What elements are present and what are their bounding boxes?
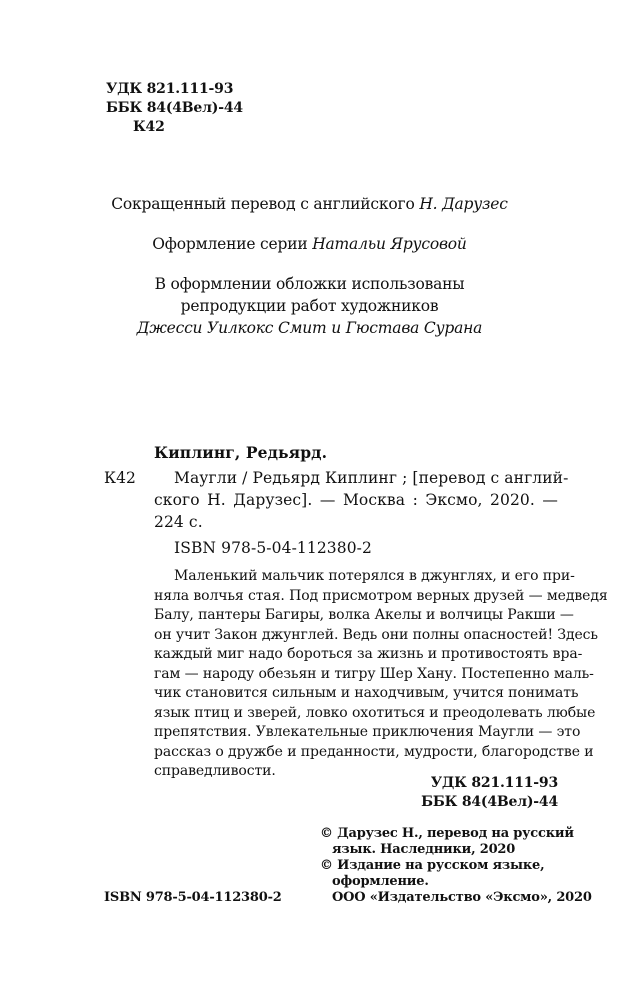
catalog-description-line: Маугли / Редьярд Киплинг ; [перевод с англий-	[174, 469, 569, 487]
annotation-line: чик становится сильным и находчивым, учится понимать	[154, 685, 579, 701]
catalog-description-line: ского Н. Дарузес]. — Москва : Эксмо, 2020. —	[154, 491, 558, 509]
catalog-isbn: ISBN 978-5-04-112380-2	[174, 539, 372, 557]
series-credit	[0, 233, 619, 255]
copyright-publisher: ООО «Издательство «Эксмо», 2020	[332, 890, 592, 905]
annotation-line: Балу, пантеры Багиры, волка Акелы и волчицы Ракши —	[154, 607, 574, 623]
udk-code-top: УДК 821.111-93	[106, 81, 234, 97]
annotation-line: гам — народу обезьян и тигру Шер Хану. Постепенно маль-	[154, 665, 594, 682]
copyright-translation-cont: язык. Наследники, 2020	[332, 842, 516, 857]
translation-credit	[0, 193, 619, 215]
translation-label: Сокращенный перевод с английского	[111, 195, 420, 213]
author-sign-top: К42	[133, 119, 165, 135]
bbk-code-bottom: ББК 84(4Вел)-44	[421, 794, 558, 810]
annotation-line: рассказ о дружбе и преданности, мудрости, благородстве и	[154, 743, 594, 760]
udk-code-bottom: УДК 821.111-93	[430, 775, 558, 791]
annotation-line: он учит Закон джунглей. Ведь они полны опасностей! Здесь	[154, 626, 598, 643]
catalog-page-count: 224 с.	[154, 513, 203, 531]
catalog-author-sign: К42	[104, 469, 137, 487]
copyright-edition-cont: оформление.	[332, 874, 429, 889]
annotation-line: язык птиц и зверей, ловко охотиться и преодолевать любые	[154, 704, 596, 721]
annotation-last-line: справедливости.	[154, 763, 276, 779]
translator-name: Н. Дарузес	[419, 195, 508, 213]
bbk-code-top: ББК 84(4Вел)-44	[106, 100, 243, 116]
copyright-edition: © Издание на русском языке,	[320, 858, 545, 873]
annotation-paragraph	[154, 567, 608, 782]
cover-credit-line-2: репродукции работ художников	[180, 297, 439, 315]
copyright-translation: © Дарузес Н., перевод на русский	[320, 826, 574, 841]
annotation-line: няла волчья стая. Под присмотром верных друзей — медведя	[154, 587, 608, 604]
cover-credit-line-1: В оформлении обложки использованы	[154, 275, 465, 293]
series-label: Оформление серии	[152, 235, 313, 253]
catalog-author-heading: Киплинг, Редьярд.	[154, 443, 328, 462]
annotation-line: Маленький мальчик потерялся в джунглях, и его при-	[174, 568, 575, 584]
cover-artists: Джесси Уилкокс Смит и Гюстава Сурана	[136, 319, 483, 337]
annotation-line: каждый миг надо бороться за жизнь и противостоять вра-	[154, 646, 583, 662]
footer-isbn: ISBN 978-5-04-112380-2	[104, 890, 282, 905]
annotation-line: препятствия. Увлекательные приключения Маугли — это	[154, 724, 581, 740]
catalog-description	[154, 467, 569, 533]
series-designer-name: Натальи Ярусовой	[312, 235, 467, 253]
